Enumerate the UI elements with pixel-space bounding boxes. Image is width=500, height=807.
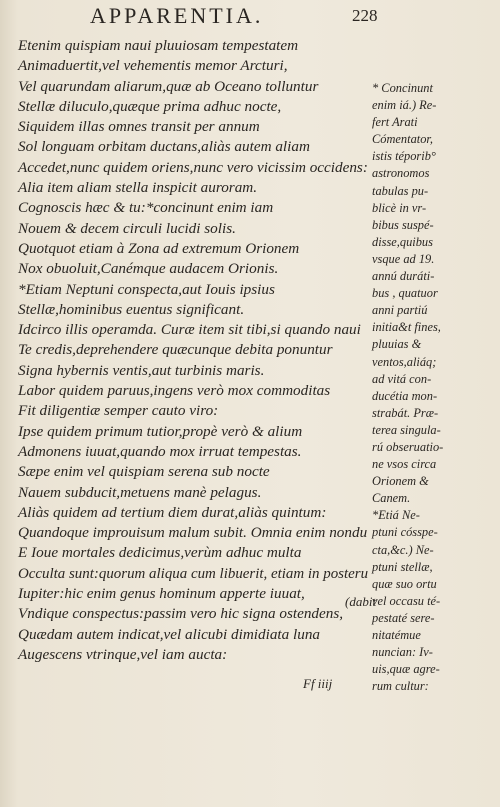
margin-note-line: rú obseruatio- bbox=[372, 439, 444, 454]
margin-note-line: enim iá.) Re- bbox=[372, 98, 437, 113]
text-line: E Ioue mortales dedicimus,verùm adhuc multa bbox=[18, 544, 302, 562]
text-line: Nox obuoluit,Canémque audacem Orionis. bbox=[18, 260, 279, 278]
margin-note-line: vsque ad 19. bbox=[372, 251, 435, 266]
text-line: Occulta sunt:quorum aliqua cum libuerit, etiam in posteru bbox=[18, 564, 369, 582]
text-line: Ipse quidem primum tutior,propè verò & alium bbox=[18, 422, 303, 440]
text-line: Sæpe enim vel quispiam serena sub nocte bbox=[18, 463, 270, 481]
margin-note-line: ventos,aliáq; bbox=[372, 354, 437, 369]
margin-note-line: vel occasu té- bbox=[372, 593, 441, 608]
text-line: Accedet,nunc quidem oriens,nunc vero vicissim occidens: bbox=[18, 158, 368, 176]
margin-note-line: quæ suo ortu bbox=[372, 576, 437, 591]
main-text-column bbox=[18, 36, 368, 665]
margin-note-line: astronomos bbox=[372, 166, 430, 181]
text-line: Nouem & decem circuli lucidi solis. bbox=[18, 219, 236, 237]
margin-note-line: ad vitá con- bbox=[372, 371, 432, 386]
page-header bbox=[0, 0, 500, 40]
text-line: Quandoque improuisum malum subit. Omnia enim nondu bbox=[18, 524, 368, 542]
margin-note-line: pluuias & bbox=[372, 337, 422, 352]
margin-note-line: blicè in vr- bbox=[372, 200, 427, 215]
margin-note-line: Cómentator, bbox=[372, 132, 433, 147]
margin-note-line: rum cultur: bbox=[372, 679, 429, 694]
margin-note-line: terea singula- bbox=[372, 422, 441, 437]
text-line: Labor quidem paruus,ingens verò mox commoditas bbox=[18, 382, 331, 400]
text-line: Animaduertit,vel vehementis memor Arcturi, bbox=[18, 57, 288, 75]
text-line: *Etiam Neptuni conspecta,aut Iouis ipsius bbox=[18, 280, 275, 298]
margin-note-line: Orionem & bbox=[372, 474, 429, 489]
margin-note-line: cta,&c.) Ne- bbox=[372, 542, 434, 557]
text-line: Iupiter:hic enim genus hominum apperte iuuat, bbox=[18, 585, 305, 603]
margin-notes-column bbox=[372, 80, 500, 695]
text-line: Te credis,deprehendere quæcunque debita ponuntur bbox=[18, 341, 333, 359]
margin-note-line: uis,quæ agre- bbox=[372, 662, 440, 677]
text-line: Etenim quispiam naui pluuiosam tempestatem bbox=[18, 37, 299, 54]
folio-number: 228 bbox=[352, 6, 378, 25]
margin-note-line: * Concinunt bbox=[372, 81, 433, 95]
text-line: Quotquot etiam à Zona ad extremum Orionem bbox=[18, 239, 300, 257]
text-line: Cognoscis hæc & tu:*concinunt enim iam bbox=[18, 199, 274, 217]
margin-note-line: ptuni cósspe- bbox=[372, 525, 438, 540]
text-line: Alia item aliam stella inspicit auroram. bbox=[18, 179, 258, 197]
text-line: Stellæ diluculo,quæque prima adhuc nocte, bbox=[18, 97, 282, 115]
margin-note-line: nuncian: Iv- bbox=[372, 645, 433, 660]
text-line: Nauem subducit,metuens manè pelagus. bbox=[18, 483, 262, 501]
signature-mark: Ff iiij bbox=[303, 676, 333, 691]
text-line: Signa hybernis ventis,aut turbinis maris. bbox=[18, 361, 265, 379]
text-line: Aliàs quidem ad tertium diem durat,aliàs quintum: bbox=[18, 503, 327, 521]
margin-note-line: annú duráti- bbox=[372, 269, 435, 284]
margin-note-line: bibus suspé- bbox=[372, 217, 434, 232]
text-line: Fit diligentiæ semper cauto viro: bbox=[18, 402, 219, 420]
text-line: Augescens vtrinque,vel iam aucta: bbox=[18, 645, 228, 663]
margin-note-line: ne vsos circa bbox=[372, 457, 437, 472]
margin-note-line: ptuni stellæ, bbox=[372, 559, 433, 574]
text-line: Idcirco illis operamda. Curæ item sit tibi,si quando naui bbox=[18, 321, 361, 339]
margin-note-line: Canem. bbox=[372, 491, 411, 506]
margin-note-line: nitatémue bbox=[372, 628, 421, 642]
text-line: Admonens iuuat,quando mox irruat tempestas. bbox=[18, 442, 302, 460]
margin-note-line: strabát. Præ- bbox=[372, 405, 439, 420]
catchword-dabit: (dabit bbox=[345, 594, 377, 609]
margin-note-line: initia&t fines, bbox=[372, 320, 441, 335]
margin-note-line: tabulas pu- bbox=[372, 183, 429, 198]
margin-note-line: fert Arati bbox=[372, 115, 418, 130]
margin-note-line: disse,quibus bbox=[372, 234, 433, 249]
margin-note-line: anni partiú bbox=[372, 303, 428, 318]
margin-note-line: *Etiá Ne- bbox=[372, 508, 420, 523]
margin-note-line: ducétia mon- bbox=[372, 388, 438, 403]
margin-note-line: pestaté sere- bbox=[372, 610, 435, 625]
margin-note-line: bus , quatuor bbox=[372, 286, 438, 301]
text-line: Siquidem illas omnes transit per annum bbox=[18, 118, 260, 136]
text-line: Quædam autem indicat,vel alicubi dimidiata luna bbox=[18, 625, 321, 643]
text-line: Vndique conspectus:passim vero hic signa ostendens, bbox=[18, 605, 344, 623]
margin-note-line: istis téporib° bbox=[372, 149, 436, 164]
text-line: Stellæ,hominibus euentus significant. bbox=[18, 300, 245, 318]
running-title: APPARENTIA. bbox=[90, 3, 264, 28]
text-line: Sol longuam orbitam ductans,aliàs autem aliam bbox=[18, 138, 310, 156]
text-line: Vel quarundam aliarum,quæ ab Oceano tolluntur bbox=[18, 77, 319, 95]
